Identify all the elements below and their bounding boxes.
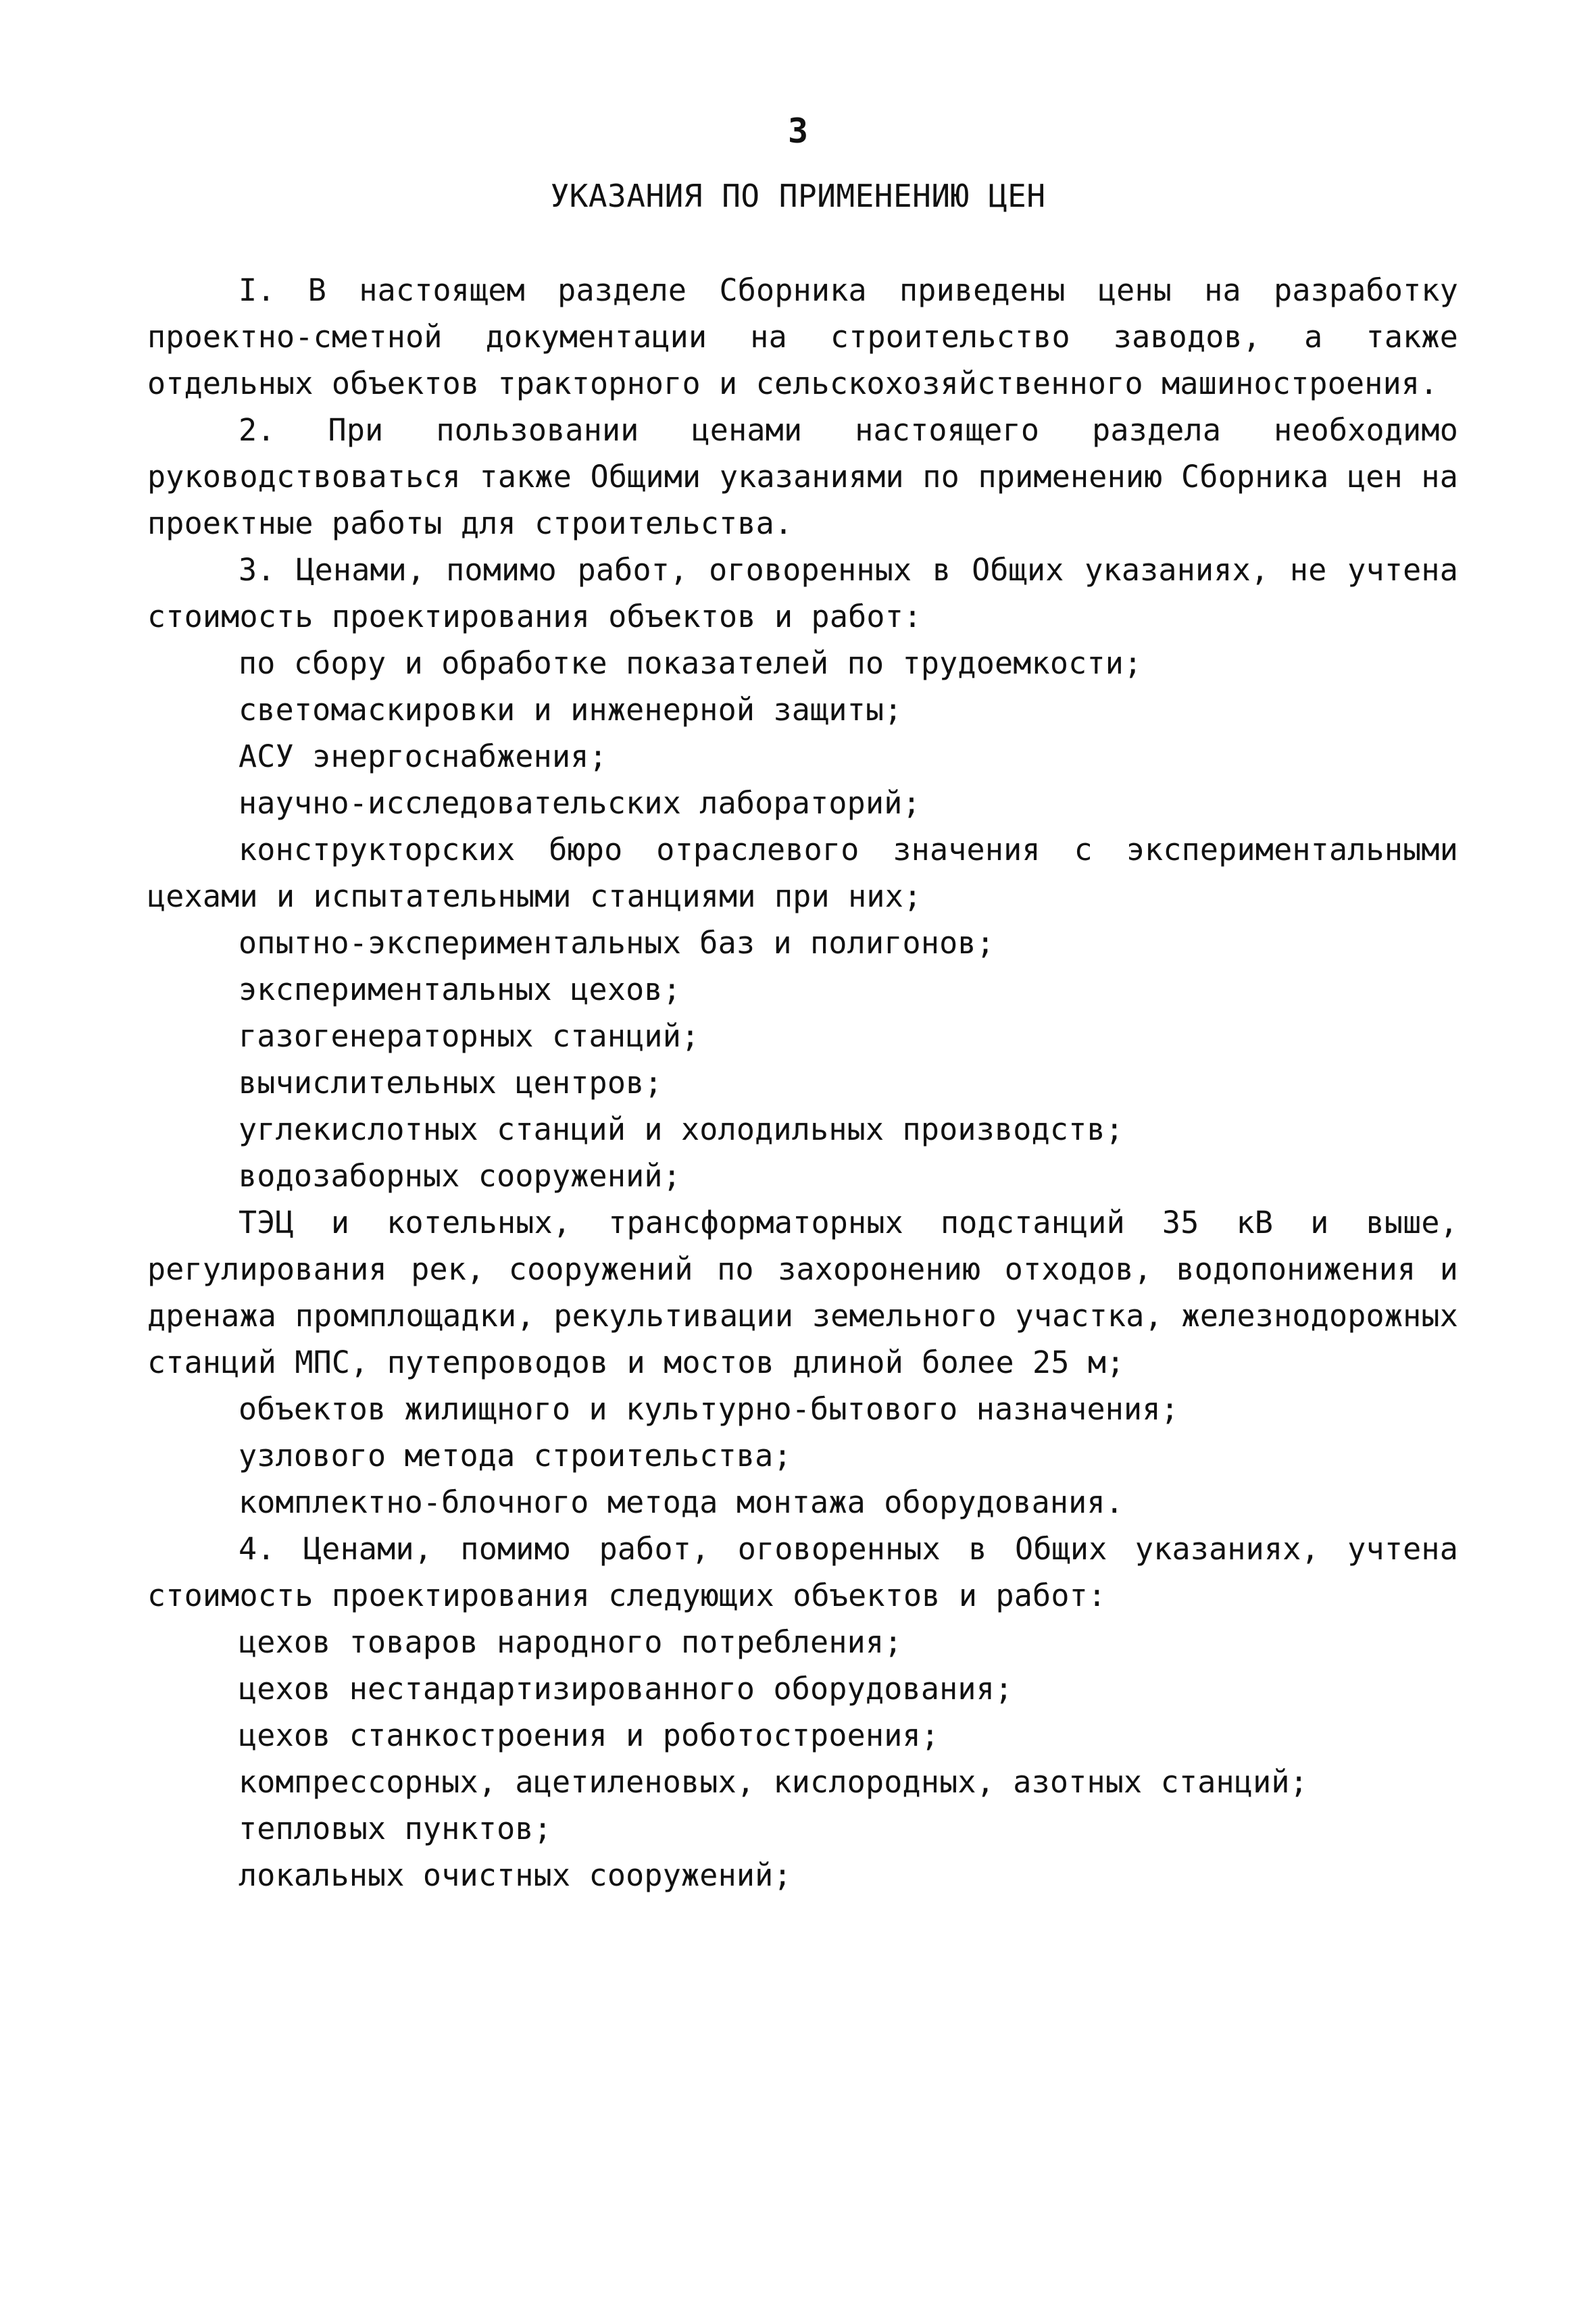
list-item: АСУ энергоснабжения;	[239, 738, 607, 774]
list-item: цехов нестандартизированного оборудования;	[239, 1671, 1014, 1707]
list-item: компрессорных, ацетиленовых, кислородных, азотных станций;	[239, 1764, 1308, 1800]
list-item: локальных очистных сооружений;	[239, 1857, 792, 1893]
list-item: цехов станкостроения и роботостроения;	[239, 1717, 940, 1753]
paragraph-1: I. В настоящем разделе Сборника приведены цены на разработку проектно-сметной документации на строительство заводов, а также отдельных объектов тракторного и сельскохозяйственного машиностроения.	[147, 272, 1458, 401]
paragraph-4: 4. Ценами, помимо работ, оговоренных в Общих указаниях, учтена стоимость проектирования следующих объектов и работ:	[147, 1531, 1458, 1613]
list-item: углекислотных станций и холодильных производств;	[239, 1111, 1124, 1147]
list-item: научно-исследовательских лабораторий;	[239, 785, 921, 821]
list-item: узлового метода строительства;	[239, 1438, 792, 1474]
list-item: опытно-экспериментальных баз и полигонов;	[239, 925, 995, 961]
page-title: УКАЗАНИЯ ПО ПРИМЕНЕНИЮ ЦЕН	[550, 178, 1046, 214]
list-item: цехов товаров народного потребления;	[239, 1624, 903, 1660]
paragraph-3: 3. Ценами, помимо работ, оговоренных в Общих указаниях, не учтена стоимость проектирования объектов и работ:	[147, 552, 1458, 634]
document-body	[147, 267, 1458, 1898]
list-item: экспериментальных цехов;	[239, 972, 682, 1007]
page-number: 3	[787, 111, 809, 151]
list-item: ТЭЦ и котельных, трансформаторных подстанций 35 кВ и выше, регулирования рек, сооружений по захоронению отходов, водопонижения и дренажа промплощадки, рекультивации земельного участка, железнодорожных станций МПС, путепроводов и мостов длиной более 25 м;	[147, 1205, 1458, 1380]
list-item: водозаборных сооружений;	[239, 1158, 682, 1194]
list-item: конструкторских бюро отраслевого значения с экспериментальными цехами и испытательными станциями при них;	[147, 832, 1458, 914]
list-item: по сбору и обработке показателей по трудоемкости;	[239, 645, 1143, 681]
list-item: вычислительных центров;	[239, 1065, 663, 1101]
list-item: газогенераторных станций;	[239, 1018, 700, 1054]
list-item: объектов жилищного и культурно-бытового назначения;	[239, 1391, 1179, 1427]
list-item: светомаскировки и инженерной защиты;	[239, 692, 903, 728]
list-item: комплектно-блочного метода монтажа оборудования.	[239, 1484, 1124, 1520]
list-item: тепловых пунктов;	[239, 1811, 552, 1846]
paragraph-2: 2. При пользовании ценами настоящего раздела необходимо руководствоваться также Общими указаниями по применению Сборника цен на проектные работы для строительства.	[147, 412, 1458, 541]
